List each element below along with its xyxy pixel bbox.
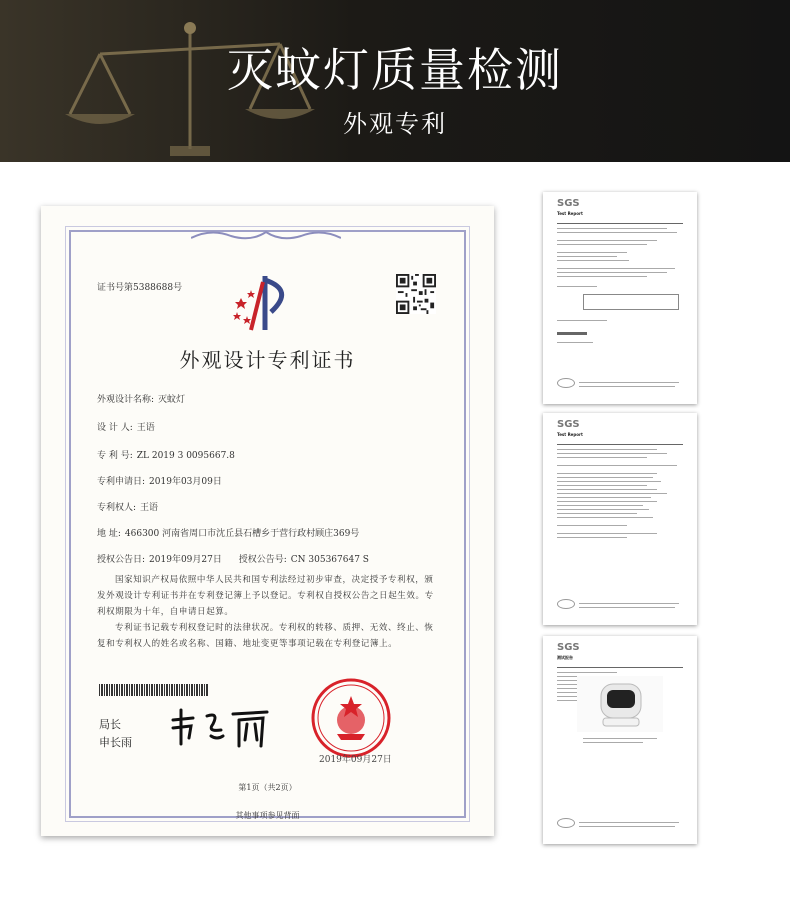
text-line (557, 260, 629, 261)
field-value: 2019年09月27日 (149, 555, 222, 565)
field-owner (97, 500, 158, 513)
patent-certificate (41, 206, 494, 836)
text-line (557, 465, 677, 466)
official-seal-icon (309, 676, 393, 760)
field-design-name (97, 392, 185, 405)
seal-date: 2019年09月27日 (319, 755, 392, 765)
field-filing-date (97, 474, 222, 487)
field-address (97, 526, 359, 539)
text-line (579, 826, 675, 827)
header-banner (0, 0, 790, 162)
text-line (557, 497, 651, 498)
text-line (557, 509, 649, 510)
text-line (579, 822, 679, 823)
text-line (557, 517, 653, 518)
text-line (557, 449, 657, 450)
footnote: 其他事项参见背面 (235, 811, 300, 820)
sgs-logo: SGS (557, 419, 580, 430)
text-line (583, 738, 657, 739)
banner-subtitle: 外观专利 (343, 110, 447, 138)
sgs-logo: SGS (557, 642, 580, 653)
text-line (557, 232, 677, 233)
field-value: 灭蚊灯 (158, 395, 186, 405)
text-line (557, 481, 661, 482)
text-line (557, 453, 667, 454)
field-label: 授权公告号: (238, 555, 287, 565)
text-line (557, 244, 647, 245)
text-line (557, 320, 607, 321)
divider (557, 444, 683, 445)
report-title: 测试报告 (557, 655, 573, 660)
field-label: 授权公告日: (97, 555, 146, 565)
stamp-icon (557, 818, 575, 828)
field-label: 专利权人: (97, 503, 137, 513)
text-line (557, 272, 667, 273)
text-line (557, 342, 593, 343)
text-line (557, 228, 667, 229)
sgs-report-3 (543, 636, 697, 844)
text-line (557, 525, 627, 526)
field-value: 王语 (136, 423, 155, 433)
banner-title: 灭蚊灯质量检测 (227, 43, 563, 97)
text-line (579, 386, 675, 387)
text-line (557, 493, 667, 494)
signer-name: 申长雨 (99, 736, 132, 749)
text-line (557, 252, 627, 253)
text-line (557, 485, 647, 486)
field-label: 专 利 号: (97, 451, 133, 461)
text-line (557, 533, 657, 534)
sgs-report-1 (543, 192, 697, 404)
text-line (557, 473, 657, 474)
qr-code-icon (396, 274, 436, 314)
text-line (557, 537, 627, 538)
text-line (579, 607, 675, 608)
certificate-number: 证书号第5388688号 (97, 283, 183, 293)
mosquito-lamp-photo-icon (577, 676, 663, 732)
report-title: Test Report (557, 211, 583, 216)
field-value: 2019年03月09日 (149, 477, 222, 487)
sgs-report-2 (543, 413, 697, 625)
field-value: ZL 2019 3 0095667.8 (136, 451, 235, 461)
field-patent-no (97, 448, 235, 461)
stamp-icon (557, 599, 575, 609)
signature-mark (557, 332, 587, 335)
text-line (557, 457, 647, 458)
barcode-icon (99, 684, 209, 696)
text-line (557, 505, 643, 506)
field-value: CN 305367647 S (290, 555, 369, 565)
field-grant (97, 552, 369, 565)
text-line (579, 382, 679, 383)
text-line (579, 603, 679, 604)
handwritten-signature-icon (167, 706, 277, 750)
certificate-title: 外观设计专利证书 (179, 348, 356, 372)
field-label: 设 计 人: (97, 423, 133, 433)
field-value: 466300 河南省周口市沈丘县石槽乡于营行政村顾庄369号 (124, 529, 360, 539)
certificate-paragraph-1: 国家知识产权局依照中华人民共和国专利法经过初步审查，决定授予专利权，颁发外观设计专利证书并在专利登记簿上予以登记。专利权自授权公告之日起生效。专利权期限为十年，自申请日起算。 (97, 575, 434, 617)
table-box (583, 294, 679, 310)
text-line (557, 672, 617, 673)
text-line (557, 286, 597, 287)
sgs-logo: SGS (557, 198, 580, 209)
certificate-paragraph-2: 专利证书记载专利权登记时的法律状况。专利权的转移、质押、无效、终止、恢复和专利权人的姓名或名称、国籍、地址变更等事项记载在专利登记簿上。 (97, 623, 434, 649)
text-line (557, 489, 657, 490)
text-line (557, 477, 653, 478)
text-line (583, 742, 643, 743)
field-label: 地 址: (97, 529, 121, 539)
signer-title: 局长 (99, 718, 121, 731)
text-line (557, 501, 657, 502)
text-line (557, 276, 647, 277)
text-line (557, 240, 657, 241)
cnipa-logo-icon (231, 272, 301, 332)
page-number: 第1页（共2页） (238, 783, 297, 792)
text-line (557, 256, 617, 257)
ornament-icon (191, 228, 341, 242)
field-value: 王语 (140, 503, 159, 513)
divider (557, 223, 683, 224)
field-designer (97, 420, 155, 433)
field-label: 外观设计名称: (97, 395, 155, 405)
stamp-icon (557, 378, 575, 388)
divider (557, 667, 683, 668)
field-label: 专利申请日: (97, 477, 146, 487)
report-title: Test Report (557, 432, 583, 437)
text-line (557, 513, 637, 514)
text-line (557, 268, 675, 269)
